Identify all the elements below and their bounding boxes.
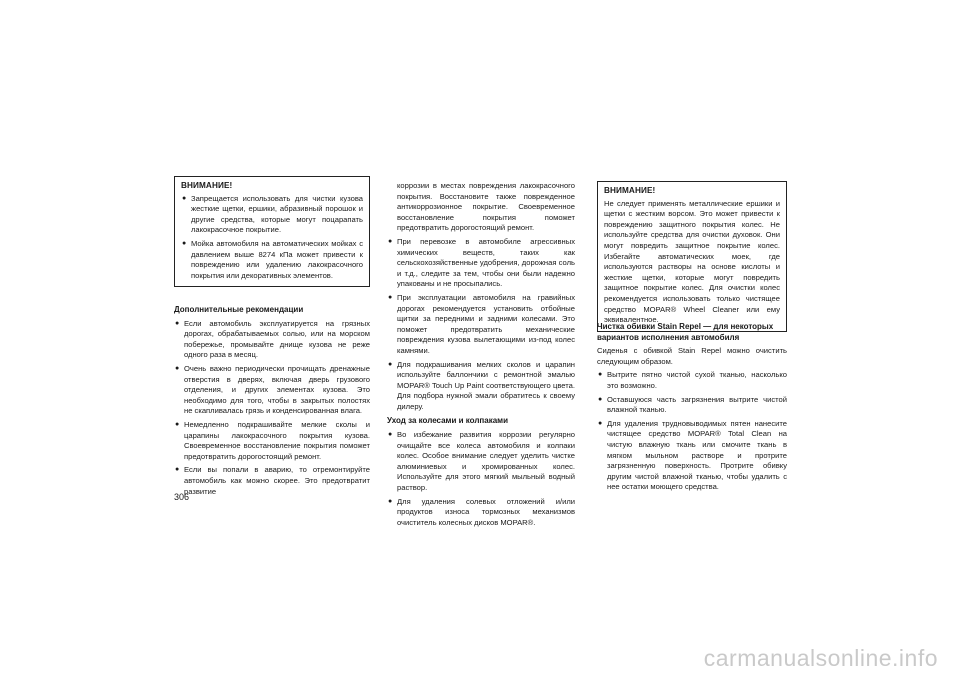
- section-heading: Уход за колесами и колпаками: [387, 416, 508, 426]
- bullet-icon: ●: [175, 319, 180, 327]
- bullet-icon: ●: [388, 293, 393, 301]
- bullet-icon: ●: [388, 360, 393, 368]
- list-item: ● Оставшуюся часть загрязнения вытрите чистой влажной тканью.: [598, 394, 787, 415]
- warning-title: ВНИМАНИЕ!: [604, 186, 656, 195]
- bullet-icon: ●: [182, 239, 187, 247]
- bullet-icon: ●: [598, 419, 603, 427]
- bullet-icon: ●: [598, 371, 603, 379]
- bullet-icon: ●: [175, 420, 180, 428]
- section-heading: Чистка обивки Stain Repel — для некоторых вариантов исполнения автомобиля: [597, 322, 774, 342]
- middle-column-body: [387, 181, 575, 531]
- bullet-icon: ●: [598, 395, 603, 403]
- list-item: ● Вытрите пятно чистой сухой тканью, насколько это возможно.: [598, 370, 787, 390]
- list-item: ● Если вы попали в аварию, то отремонтируйте автомобиль как можно скорее. Это предотвратит развитие: [175, 465, 370, 496]
- stain-repel-section: [597, 322, 787, 496]
- bullet-icon: ●: [388, 497, 393, 505]
- list-item: ● При эксплуатации автомобиля на гравийных дорогах рекомендуется установить отбойные щитки за передними и задними колесами. Это поможет предотвратить механические повреждения кузова вылетающими из-под колес камнями.: [388, 292, 575, 355]
- bullet-icon: ●: [388, 431, 393, 439]
- bullet-icon: ●: [182, 194, 187, 202]
- list-item: ● Для удаления солевых отложений и/или продуктов износа тормозных механизмов очиститель колесных дисков MOPAR®.: [388, 496, 575, 527]
- section-intro: Сиденья с обивкой Stain Repel можно очистить следующим образом.: [597, 346, 787, 366]
- section-heading: Дополнительные рекомендации: [174, 305, 304, 314]
- additional-recommendations-section: [174, 305, 370, 500]
- bullet-icon: ●: [388, 237, 393, 245]
- continued-paragraph: коррозии в местах повреждения лакокрасочного покрытия. Восстановите также поврежденное антикоррозионное покрытие. Своевременное восстановление покрытия поможет предотвратить дорогостоящий ремонт.: [397, 181, 575, 233]
- warning-bullet: ● Запрещается использовать для чистки кузова жесткие щетки, ершики, абразивный порошок и другие средства, которые могут поцарапать лакокрасочное покрытие.: [182, 193, 363, 235]
- warning-title: ВНИМАНИЕ!: [181, 181, 233, 190]
- bullet-icon: ●: [175, 364, 180, 372]
- list-item: ● Для подкрашивания мелких сколов и царапин используйте баллончики с ремонтной эмалью MOPAR® Touch Up Paint соответствующего цвета. Для подбора нужной эмали обратитесь к своему дилеру.: [388, 359, 575, 411]
- list-item: ● Если автомобиль эксплуатируется на грязных дорогах, обрабатываемых солью, или на морском побережье, промывайте днище кузова не реже одного раза в месяц.: [175, 318, 370, 360]
- list-item: ● Во избежание развития коррозии регулярно очищайте все колеса автомобиля и колпаки колес. Особое внимание следует уделить чистке алюминиевых и хромированных колес. Используйте для этого мягкий мыльный водный раствор.: [388, 430, 575, 493]
- list-item: ● Очень важно периодически прочищать дренажные отверстия в дверях, включая дверь грузового отделения, и других элементах кузова. Это необходимо для того, чтобы в закрытых полостях не скапливалась грязь и конденсированная влага.: [175, 363, 370, 416]
- list-item: ● Для удаления трудновыводимых пятен нанесите чистящее средство MOPAR® Total Clean на чистую влажную ткань или смочите ткань в мягком мыльном растворе и протрите загрязненную поверхность. Протрите обивку другим чистой влажной тканью, чтобы удалить с нее остатки моющего средства.: [598, 418, 787, 492]
- footer-watermark[interactable]: carmanualsonline.info: [703, 645, 938, 671]
- warning-box-body-care: [174, 176, 370, 287]
- warning-box-wheels: [597, 181, 787, 332]
- warning-text: Не следует применять металлические ершики и щетки с жестким ворсом. Это может привести к повреждению защитного покрытия колес. Не используйте средства для очистки духовок. Они могут повредить защитное покрытие колес. Избегайте автоматических моек, где используются растворы на основе кислоты и жесткие щетки, которые могут повредить защитное покрытие колес. Для очистки колес рекомендуется использовать только чистящее средство MOPAR® Wheel Cleaner или ему эквивалентное.: [604, 198, 780, 325]
- page-number: 306: [174, 492, 190, 502]
- bullet-icon: ●: [175, 466, 180, 474]
- list-item: ● Немедленно подкрашивайте мелкие сколы и царапины лакокрасочного покрытия кузова. Своевременное восстановление покрытия поможет предотвратить дорогостоящий ремонт.: [175, 419, 370, 461]
- warning-bullet: ● Мойка автомобиля на автоматических мойках с давлением выше 8274 кПа может привести к повреждению или удалению лакокрасочного покрытия или декоративных элементов.: [182, 238, 363, 280]
- list-item: ● При перевозке в автомобиле агрессивных химических веществ, таких как сельскохозяйственные удобрения, дорожная соль и т.д., следите за тем, чтобы они были надежно упакованы и не просыпались.: [388, 236, 575, 289]
